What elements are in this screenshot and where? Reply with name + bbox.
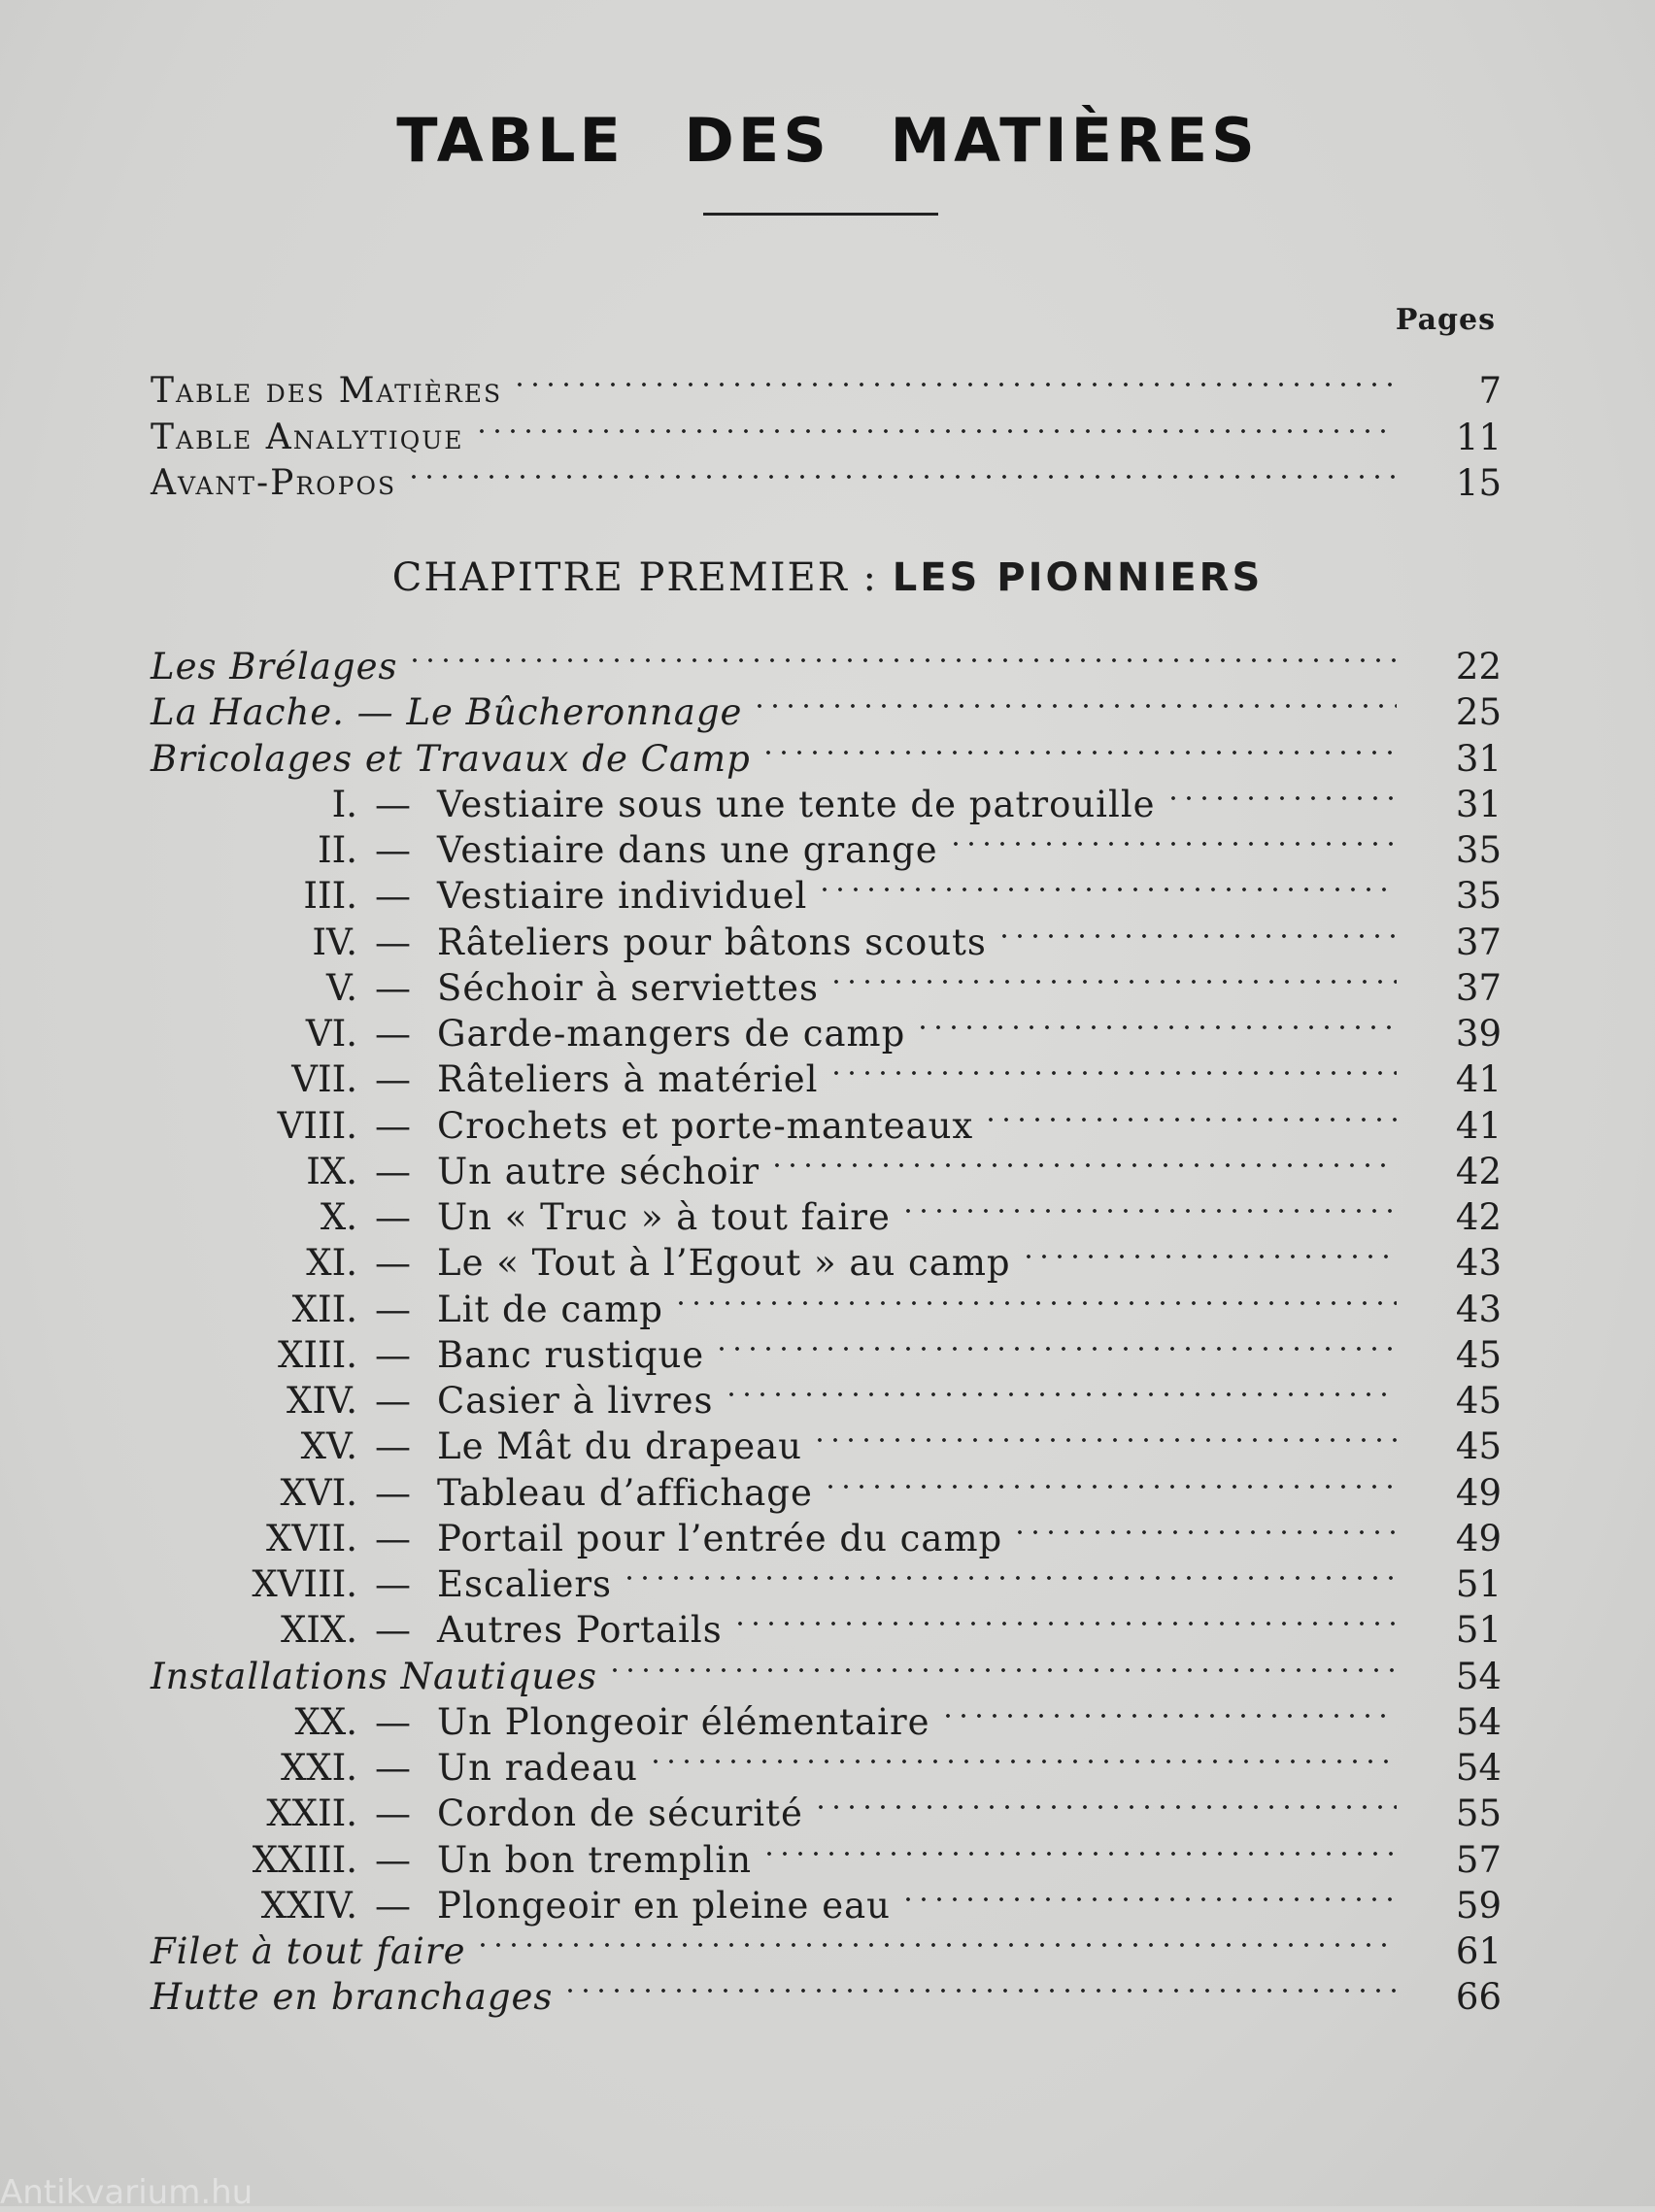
- dot-leader: [475, 1943, 1397, 1947]
- toc-page-number: 37: [1455, 966, 1502, 1009]
- em-dash: —: [375, 829, 411, 871]
- toc-page-number: 49: [1455, 1471, 1502, 1514]
- title-rule: [703, 213, 938, 216]
- em-dash: —: [375, 1104, 411, 1147]
- toc-section-row: [0, 690, 1655, 735]
- dot-leader: [406, 475, 1397, 479]
- chapter-name: LES PIONNIERS: [892, 555, 1264, 600]
- toc-item-label: Casier à livres: [437, 1380, 714, 1422]
- toc-page-number: 42: [1455, 1150, 1502, 1192]
- roman-numeral: XIV.: [287, 1380, 357, 1422]
- toc-page-number: 31: [1455, 783, 1502, 825]
- roman-numeral: XXIV.: [260, 1884, 357, 1927]
- em-dash: —: [375, 1013, 411, 1055]
- toc-item-label: Un « Truc » à tout faire: [437, 1196, 891, 1238]
- roman-numeral: XIX.: [280, 1609, 357, 1652]
- toc-page-number: 41: [1455, 1104, 1502, 1147]
- toc-item-label: Le « Tout à l’Egout » au camp: [437, 1242, 1011, 1285]
- toc-item-label: Lit de camp: [437, 1288, 663, 1330]
- em-dash: —: [375, 1150, 411, 1192]
- dot-leader: [724, 1392, 1397, 1396]
- toc-section-row: [0, 1975, 1655, 2020]
- toc-row: [0, 461, 1655, 506]
- toc-item-row: [0, 1241, 1655, 1286]
- toc-item-row: [0, 1150, 1655, 1194]
- toc-label: Avant-Propos: [151, 463, 397, 503]
- toc-item-label: Garde-mangers de camp: [437, 1013, 906, 1055]
- roman-numeral: XV.: [300, 1425, 357, 1468]
- toc-page-number: 54: [1455, 1655, 1502, 1697]
- em-dash: —: [375, 1196, 411, 1238]
- dot-leader: [983, 1118, 1397, 1122]
- dot-leader: [823, 1485, 1397, 1489]
- toc-page-number: 15: [1455, 462, 1502, 504]
- dot-leader: [940, 1714, 1397, 1718]
- roman-numeral: XI.: [306, 1242, 357, 1285]
- toc-row: [0, 369, 1655, 414]
- dot-leader: [648, 1760, 1397, 1763]
- toc-section-label: Filet à tout faire: [151, 1930, 466, 1972]
- toc-item-row: [0, 874, 1655, 919]
- toc-item-row: [0, 1608, 1655, 1653]
- roman-numeral: IV.: [312, 921, 357, 963]
- toc-page-number: 39: [1455, 1013, 1502, 1055]
- toc-item-row: [0, 1424, 1655, 1469]
- dot-leader: [673, 1301, 1397, 1305]
- toc-item-label: Vestiaire sous une tente de patrouille: [437, 783, 1156, 825]
- page-title: TABLE DES MATIÈRES: [396, 105, 1259, 176]
- toc-section-label: Les Brélages: [151, 646, 398, 687]
- em-dash: —: [375, 875, 411, 918]
- dot-leader: [714, 1347, 1397, 1351]
- toc-page-number: 11: [1455, 416, 1502, 458]
- toc-item-label: Cordon de sécurité: [437, 1793, 803, 1835]
- dot-leader: [512, 383, 1397, 386]
- toc-section-label: La Hache. — Le Bûcheronnage: [151, 691, 743, 734]
- em-dash: —: [375, 783, 411, 825]
- toc-page-number: 45: [1455, 1333, 1502, 1376]
- em-dash: —: [375, 966, 411, 1009]
- toc-section-label: Bricolages et Travaux de Camp: [151, 737, 751, 780]
- toc-page-number: 22: [1455, 646, 1502, 687]
- em-dash: —: [375, 1517, 411, 1559]
- roman-numeral: X.: [320, 1196, 357, 1238]
- em-dash: —: [375, 1380, 411, 1422]
- em-dash: —: [375, 1838, 411, 1881]
- toc-item-row: [0, 1838, 1655, 1883]
- pages-column-label: Pages: [1395, 303, 1496, 337]
- toc-item-label: Banc rustique: [437, 1333, 705, 1376]
- dot-leader: [948, 842, 1397, 846]
- toc-item-row: [0, 1700, 1655, 1745]
- toc-item-label: Râteliers à matériel: [437, 1058, 819, 1101]
- toc-page-number: 45: [1455, 1380, 1502, 1422]
- dot-leader: [752, 704, 1397, 708]
- em-dash: —: [375, 1288, 411, 1330]
- toc-item-row: [0, 1517, 1655, 1561]
- dot-leader: [812, 1438, 1397, 1442]
- dot-leader: [607, 1668, 1397, 1672]
- roman-numeral: I.: [331, 783, 357, 825]
- toc-item-label: Escaliers: [437, 1563, 613, 1605]
- toc-label: Table des Matières: [151, 371, 503, 411]
- dot-leader: [562, 1989, 1397, 1993]
- toc-item-label: Un radeau: [437, 1747, 638, 1789]
- toc-label: Table Analytique: [151, 417, 464, 457]
- toc-section-row: [0, 737, 1655, 782]
- em-dash: —: [375, 921, 411, 963]
- chapter-prefix: CHAPITRE PREMIER :: [391, 555, 879, 600]
- toc-item-label: Le Mât du drapeau: [437, 1425, 802, 1468]
- em-dash: —: [375, 1425, 411, 1468]
- toc-page-number: 35: [1455, 829, 1502, 871]
- dot-leader: [760, 751, 1397, 754]
- toc-item-label: Un Plongeoir élémentaire: [437, 1700, 930, 1743]
- toc-page-number: 61: [1455, 1930, 1502, 1972]
- chapter-heading: [0, 555, 1655, 600]
- dot-leader: [996, 934, 1397, 938]
- em-dash: —: [375, 1700, 411, 1743]
- toc-page-number: 51: [1455, 1609, 1502, 1652]
- toc-item-row: [0, 1471, 1655, 1516]
- toc-item-row: [0, 1333, 1655, 1378]
- toc-item-row: [0, 966, 1655, 1011]
- roman-numeral: V.: [325, 966, 357, 1009]
- dot-leader: [828, 1071, 1397, 1075]
- toc-row: [0, 416, 1655, 460]
- roman-numeral: XXI.: [280, 1747, 357, 1789]
- roman-numeral: II.: [318, 829, 357, 871]
- roman-numeral: III.: [303, 875, 357, 918]
- toc-page-number: 31: [1455, 737, 1502, 780]
- toc-page-number: 51: [1455, 1563, 1502, 1605]
- em-dash: —: [375, 1058, 411, 1101]
- toc-page-number: 54: [1455, 1700, 1502, 1743]
- em-dash: —: [375, 1884, 411, 1927]
- toc-item-row: [0, 1746, 1655, 1791]
- toc-item-label: Un bon tremplin: [437, 1838, 753, 1881]
- toc-page-number: 43: [1455, 1242, 1502, 1285]
- dot-leader: [828, 980, 1397, 984]
- toc-item-row: [0, 1012, 1655, 1056]
- roman-numeral: IX.: [306, 1150, 357, 1192]
- dot-leader: [1012, 1530, 1397, 1534]
- toc-page-number: 55: [1455, 1793, 1502, 1835]
- toc-item-label: Portail pour l’entrée du camp: [437, 1517, 1003, 1559]
- toc-item-row: [0, 1288, 1655, 1332]
- dot-leader: [407, 658, 1397, 662]
- toc-item-label: Crochets et porte-manteaux: [437, 1104, 974, 1147]
- dot-leader: [769, 1163, 1397, 1167]
- dot-leader: [1021, 1255, 1397, 1258]
- toc-item-label: Séchoir à serviettes: [437, 966, 819, 1009]
- toc-page-number: 43: [1455, 1288, 1502, 1330]
- toc-page-number: 66: [1455, 1976, 1502, 2019]
- roman-numeral: VIII.: [277, 1104, 357, 1147]
- dot-leader: [474, 429, 1397, 433]
- em-dash: —: [375, 1793, 411, 1835]
- toc-item-row: [0, 1104, 1655, 1149]
- toc-page-number: 42: [1455, 1196, 1502, 1238]
- roman-numeral: XXIII.: [252, 1838, 357, 1881]
- em-dash: —: [375, 1242, 411, 1285]
- roman-numeral: VI.: [305, 1013, 357, 1055]
- toc-page-number: 54: [1455, 1747, 1502, 1789]
- toc-item-row: [0, 1562, 1655, 1607]
- toc-section-row: [0, 1929, 1655, 1974]
- toc-page-number: 7: [1478, 370, 1502, 412]
- em-dash: —: [375, 1609, 411, 1652]
- watermark: Antikvarium.hu: [0, 2173, 253, 2212]
- toc-item-row: [0, 1195, 1655, 1240]
- toc-section-label: Installations Nautiques: [151, 1655, 598, 1697]
- dot-leader: [732, 1622, 1397, 1625]
- toc-item-label: Tableau d’affichage: [437, 1471, 813, 1514]
- toc-page-number: 59: [1455, 1884, 1502, 1927]
- roman-numeral: XXII.: [266, 1793, 357, 1835]
- toc-item-row: [0, 828, 1655, 873]
- toc-item-label: Vestiaire dans une grange: [437, 829, 938, 871]
- em-dash: —: [375, 1747, 411, 1789]
- em-dash: —: [375, 1563, 411, 1605]
- em-dash: —: [375, 1471, 411, 1514]
- roman-numeral: XX.: [294, 1700, 357, 1743]
- toc-page-number: 37: [1455, 921, 1502, 963]
- em-dash: —: [375, 1333, 411, 1376]
- roman-numeral: XII.: [291, 1288, 357, 1330]
- toc-page-number: 45: [1455, 1425, 1502, 1468]
- toc-item-row: [0, 783, 1655, 827]
- toc-section-row: [0, 1655, 1655, 1699]
- roman-numeral: XVIII.: [252, 1563, 357, 1605]
- dot-leader: [900, 1897, 1397, 1901]
- dot-leader: [622, 1576, 1397, 1580]
- toc-item-row: [0, 1057, 1655, 1102]
- toc-page-number: 57: [1455, 1838, 1502, 1881]
- dot-leader: [817, 888, 1397, 891]
- toc-section-label: Hutte en branchages: [151, 1976, 554, 2019]
- toc-item-label: Plongeoir en pleine eau: [437, 1884, 891, 1927]
- toc-item-label: Un autre séchoir: [437, 1150, 760, 1192]
- toc-item-row: [0, 1884, 1655, 1928]
- toc-page-number: 25: [1455, 691, 1502, 734]
- roman-numeral: VII.: [291, 1058, 357, 1101]
- toc-item-label: Autres Portails: [437, 1609, 723, 1652]
- dot-leader: [761, 1852, 1397, 1856]
- toc-item-label: Râteliers pour bâtons scouts: [437, 921, 987, 963]
- dot-leader: [900, 1209, 1397, 1213]
- dot-leader: [915, 1025, 1397, 1029]
- dot-leader: [1165, 796, 1397, 800]
- roman-numeral: XVI.: [280, 1471, 357, 1514]
- roman-numeral: XIII.: [278, 1333, 357, 1376]
- toc-page-number: 49: [1455, 1517, 1502, 1559]
- toc-item-row: [0, 921, 1655, 965]
- roman-numeral: XVII.: [265, 1517, 357, 1559]
- toc-page-number: 35: [1455, 875, 1502, 918]
- dot-leader: [813, 1805, 1397, 1809]
- toc-section-row: [0, 645, 1655, 689]
- toc-item-label: Vestiaire individuel: [437, 875, 808, 918]
- toc-page-number: 41: [1455, 1058, 1502, 1101]
- toc-item-row: [0, 1379, 1655, 1424]
- toc-item-row: [0, 1792, 1655, 1836]
